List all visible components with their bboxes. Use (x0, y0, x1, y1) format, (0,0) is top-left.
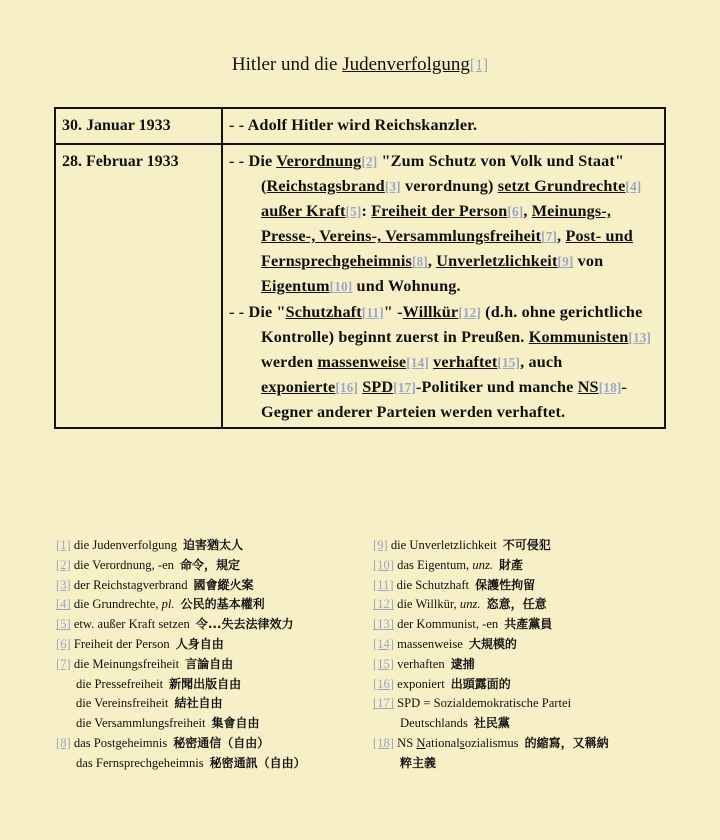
vocab-link[interactable]: Willkür (402, 302, 459, 321)
footnote-ref[interactable]: [12] (458, 304, 481, 320)
footnote-number[interactable]: [15] (373, 656, 394, 671)
footnote-ref[interactable]: [16] (335, 379, 359, 395)
footnote-number[interactable]: [8] (56, 735, 71, 750)
date-cell: 28. Februar 1933 (55, 144, 222, 428)
vocab-link[interactable]: Post- und Fernsprechgeheimnis (261, 227, 633, 271)
chinese-gloss: 言論自由 (185, 656, 234, 671)
glossary-item (56, 595, 306, 615)
glossary-item (56, 556, 306, 576)
footnote-ref[interactable]: [2] (361, 154, 378, 169)
text: werden (261, 352, 318, 371)
footnote-number[interactable]: [5] (56, 617, 71, 632)
german-term: N (416, 735, 426, 750)
glossary-item (373, 655, 609, 675)
chinese-gloss: 共產黨員 (504, 617, 553, 632)
date-cell: 30. Januar 1933 (55, 108, 222, 144)
glossary-right (373, 536, 609, 774)
glossary-item (373, 754, 609, 774)
timeline-table (54, 107, 666, 429)
glossary-item (56, 694, 306, 714)
text: "Zum Schutz von Volk und Staat" ( (261, 152, 625, 196)
footnote-ref[interactable]: [9] (557, 254, 574, 270)
vocab-link[interactable]: massenweise (317, 352, 407, 371)
footnote-ref[interactable]: [10] (329, 279, 353, 295)
footnote-number[interactable]: [4] (56, 597, 71, 612)
event-item (229, 113, 658, 137)
footnote-ref[interactable]: [5] (345, 204, 362, 220)
chinese-gloss: 出頭露面的 (450, 676, 511, 691)
dash: - - (229, 116, 248, 134)
glossary-item (56, 734, 306, 754)
vocab-link[interactable]: Schutzhaft (285, 302, 362, 321)
german-term: das Postgeheimnis (73, 735, 168, 750)
vocab-link[interactable]: Verordnung (276, 152, 362, 170)
text: -Politiker und manche (415, 377, 578, 396)
vocab-link[interactable]: Unverletzlichkeit (436, 252, 558, 271)
title-text: Hitler und die (231, 54, 343, 75)
text: -Gegner anderer Parteien werden verhaftet. (261, 377, 627, 421)
footnote-number[interactable]: [1] (56, 538, 71, 552)
vocab-link[interactable]: NS (577, 377, 599, 396)
footnote-ref[interactable]: [11] (361, 304, 384, 320)
vocab-link[interactable]: exponierte (261, 377, 336, 396)
chinese-gloss: 令...失去法律效力 (195, 617, 294, 632)
footnote-number[interactable]: [9] (373, 538, 388, 552)
glossary-item (373, 675, 609, 695)
german-term: die Judenverfolgung (73, 538, 178, 552)
event-item (229, 149, 658, 300)
german-term: SPD = Sozialdemokratische Partei (397, 696, 572, 711)
german-term: s (459, 735, 465, 750)
text: , (427, 252, 437, 271)
german-term: ozialismus (464, 735, 519, 750)
german-term: die Versammlungsfreiheit (76, 716, 206, 731)
vocab-link[interactable]: verhaftet (433, 352, 498, 371)
german-term: die Meinungsfreiheit (73, 656, 180, 671)
chinese-gloss: 秘密通信（自由） (173, 735, 270, 750)
german-term: die Unverletzlichkeit (390, 538, 497, 552)
dash: - - (229, 152, 249, 170)
footnote-number[interactable]: [10] (373, 557, 394, 572)
german-term: Freiheit der Person (73, 636, 170, 651)
grammar-note: unz. (472, 557, 493, 572)
german-term: die Grundrechte, (73, 597, 162, 612)
page-title (0, 54, 720, 76)
german-term: exponiert (397, 676, 445, 691)
chinese-gloss: 保護性拘留 (475, 577, 536, 592)
footnote-number[interactable]: [17] (373, 696, 394, 711)
german-term: die Schutzhaft (396, 577, 470, 592)
glossary-item (56, 635, 306, 655)
chinese-gloss: 財產 (499, 557, 524, 572)
title-link[interactable]: Judenverfolgung (342, 54, 470, 75)
vocab-link[interactable]: Kommunisten (528, 327, 629, 346)
footnote-ref[interactable]: [7] (541, 229, 558, 245)
vocab-link[interactable]: SPD (362, 377, 394, 396)
glossary-item (56, 655, 306, 675)
chinese-gloss: 新聞出版自由 (169, 676, 242, 691)
chinese-gloss: 迫害猶太人 (183, 538, 244, 552)
glossary-item (56, 536, 306, 556)
text: Die " (248, 302, 286, 321)
german-term: Deutschlands (400, 716, 468, 731)
german-term: das Eigentum, (397, 557, 473, 572)
footnote-number[interactable]: [11] (373, 577, 394, 592)
footnote-number[interactable]: [6] (56, 636, 71, 651)
glossary-item (373, 635, 609, 655)
footnote-ref[interactable]: [15] (497, 354, 521, 370)
event-text: Adolf Hitler wird Reichskanzler. (247, 116, 478, 134)
event-item (229, 300, 658, 424)
glossary-item (56, 714, 306, 734)
text: " - (383, 302, 403, 321)
chinese-gloss: 公民的基本權利 (180, 597, 265, 612)
event-cell (222, 108, 665, 144)
text: von (573, 252, 604, 271)
footnote-number[interactable]: [16] (373, 676, 394, 691)
vocab-link[interactable]: setzt Grundrechte (497, 177, 626, 196)
footnote-number[interactable]: [12] (373, 597, 394, 612)
glossary-item (373, 734, 609, 754)
footnote-ref[interactable]: [6] (507, 204, 524, 220)
vocab-link[interactable]: Reichstagsbrand (266, 177, 385, 196)
vocab-link[interactable]: Eigentum (261, 277, 330, 296)
chinese-gloss: 秘密通訊（自由） (209, 755, 306, 770)
vocab-link[interactable]: Meinungs-, Presse-, Vereins-, Versammlungsfreiheit (261, 202, 612, 246)
footnote-ref[interactable]: [14] (406, 354, 429, 370)
glossary-item (56, 576, 306, 596)
grammar-note: unz. (459, 597, 481, 612)
chinese-gloss: 恣意，任意 (486, 597, 547, 612)
chinese-gloss: 國會縱火案 (193, 577, 254, 592)
glossary-item (373, 615, 609, 635)
glossary-item (373, 694, 609, 714)
german-term: etw. außer Kraft setzen (73, 617, 190, 632)
glossary-item (56, 675, 306, 695)
chinese-gloss: 大規模的 (468, 636, 517, 651)
chinese-gloss: 社民黨 (473, 716, 510, 731)
german-term: massenweise (397, 636, 463, 651)
footnote-ref[interactable]: [17] (393, 379, 416, 395)
glossary-item (56, 615, 306, 635)
chinese-gloss: 的縮寫，又稱納 (524, 735, 609, 750)
glossary-left (56, 536, 306, 774)
glossary-item (373, 576, 609, 596)
glossary-item (373, 714, 609, 734)
german-term: der Reichstagverbrand (73, 577, 188, 592)
footnote-ref[interactable]: [13] (628, 329, 652, 345)
footnote-ref[interactable]: [18] (598, 379, 622, 395)
glossary-item (373, 556, 609, 576)
footnote-ref[interactable]: [3] (384, 179, 401, 195)
footnote-number[interactable]: [7] (56, 656, 71, 671)
text: und Wohnung. (352, 277, 461, 296)
footnote-ref[interactable]: [1] (469, 57, 489, 74)
text: , auch (520, 352, 563, 371)
footnote-number[interactable]: [3] (56, 577, 71, 592)
footnote-number[interactable]: [2] (56, 557, 71, 572)
event-cell (222, 144, 665, 428)
german-term: NS (397, 735, 417, 750)
text: , (557, 227, 566, 246)
chinese-gloss: 不可侵犯 (502, 538, 551, 552)
text: : (361, 202, 372, 221)
glossary-item (56, 754, 306, 774)
german-term: ational (425, 735, 460, 750)
dash: - - (229, 302, 249, 321)
german-term: die Verordnung, -en (73, 557, 174, 572)
chinese-gloss: 集會自由 (211, 716, 260, 731)
german-term: der Kommunist, -en (397, 617, 499, 632)
vocab-link[interactable]: außer Kraft (261, 202, 346, 221)
chinese-gloss: 結社自由 (174, 696, 223, 711)
chinese-gloss: 命令，規定 (179, 557, 240, 572)
chinese-gloss: 人身自由 (175, 636, 224, 651)
vocab-link[interactable]: Freiheit der Person (371, 202, 508, 221)
glossary-item (373, 536, 609, 556)
german-term: die Willkür, (397, 597, 460, 612)
grammar-note: pl. (161, 597, 175, 612)
german-term: verhaften (397, 656, 445, 671)
german-term: die Vereinsfreiheit (76, 696, 169, 711)
chinese-gloss: 逮捕 (450, 656, 475, 671)
text: (d.h. ohne gerichtliche Kontrolle) beginnt zuerst in Preußen. (261, 302, 643, 346)
german-term: die Pressefreiheit (76, 676, 164, 691)
footnote-ref[interactable]: [8] (411, 254, 428, 270)
footnote-number[interactable]: [13] (373, 617, 394, 632)
german-term: das Fernsprechgeheimnis (76, 755, 204, 770)
text: verordnung) (400, 177, 498, 196)
chinese-gloss: 粹主義 (400, 755, 437, 770)
footnote-number[interactable]: [18] (373, 735, 394, 750)
table-row (55, 108, 665, 144)
glossary-item (373, 595, 609, 615)
table-row (55, 144, 665, 428)
footnote-number[interactable]: [14] (373, 636, 394, 651)
text: , (523, 202, 532, 221)
footnote-ref[interactable]: [4] (625, 179, 642, 195)
text: Die (248, 152, 277, 170)
